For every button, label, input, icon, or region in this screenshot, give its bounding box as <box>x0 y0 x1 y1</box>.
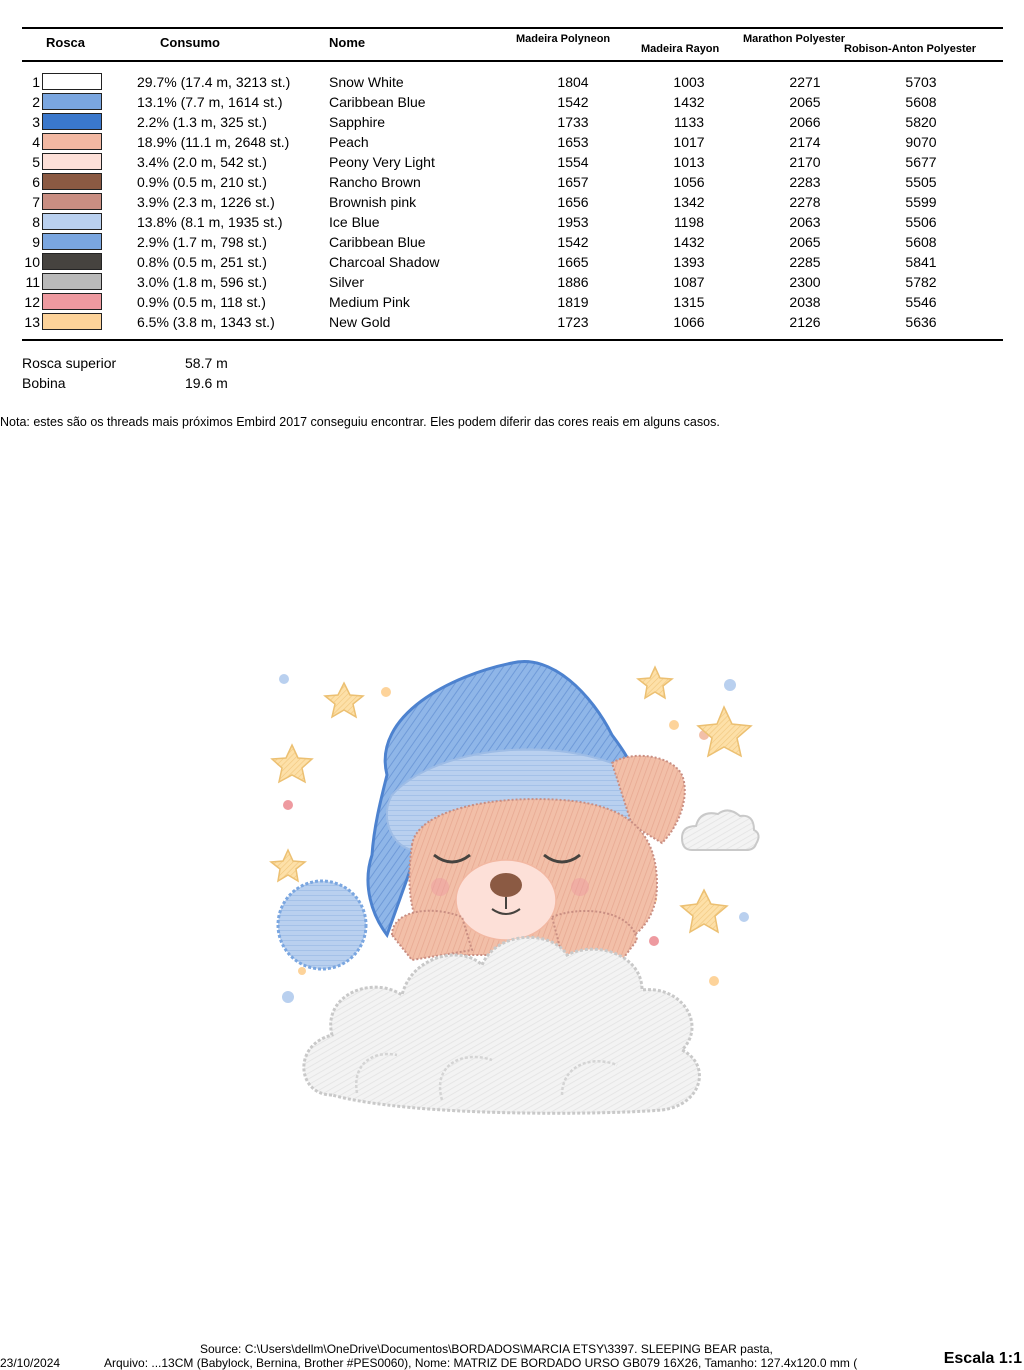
code-madeira-rayon: 1133 <box>673 114 705 130</box>
code-madeira-polyneon: 1542 <box>557 234 589 250</box>
thread-number: 12 <box>24 294 40 310</box>
footer-source: Source: C:\Users\dellm\OneDrive\Documentos\BORDADOS\MARCIA ETSY\3397. SLEEPING BEAR pasta, <box>200 1342 773 1356</box>
code-madeira-polyneon: 1653 <box>557 134 589 150</box>
table-row <box>0 192 1024 212</box>
thread-number: 6 <box>32 174 40 190</box>
code-madeira-rayon: 1017 <box>673 134 705 150</box>
table-row <box>0 232 1024 252</box>
color-swatch <box>42 273 102 290</box>
code-madeira-rayon: 1432 <box>673 94 705 110</box>
code-marathon: 2066 <box>789 114 821 130</box>
summary-top-label: Rosca superior <box>22 355 117 371</box>
code-marathon: 2283 <box>789 174 821 190</box>
thread-consumption: 13.1% (7.7 m, 1614 st.) <box>137 94 283 110</box>
table-top-rule <box>22 27 1003 29</box>
code-robison-anton: 9070 <box>905 134 937 150</box>
code-madeira-rayon: 1066 <box>673 314 705 330</box>
thread-name: Ice Blue <box>329 214 380 230</box>
summary-top-value: 58.7 m <box>185 355 228 371</box>
code-marathon: 2278 <box>789 194 821 210</box>
code-robison-anton: 5599 <box>905 194 937 210</box>
code-madeira-polyneon: 1723 <box>557 314 589 330</box>
thread-number: 4 <box>32 134 40 150</box>
thread-consumption: 29.7% (17.4 m, 3213 st.) <box>137 74 291 90</box>
header-marathon: Marathon Polyester <box>743 33 846 45</box>
code-madeira-rayon: 1432 <box>673 234 705 250</box>
thread-number: 10 <box>24 254 40 270</box>
table-row <box>0 92 1024 112</box>
code-madeira-rayon: 1013 <box>673 154 705 170</box>
table-row <box>0 292 1024 312</box>
thread-consumption: 2.9% (1.7 m, 798 st.) <box>137 234 267 250</box>
thread-number: 13 <box>24 314 40 330</box>
code-robison-anton: 5505 <box>905 174 937 190</box>
color-swatch <box>42 133 102 150</box>
code-madeira-rayon: 1315 <box>673 294 705 310</box>
scale-label: Escala 1:1 <box>943 1350 1022 1367</box>
code-madeira-polyneon: 1656 <box>557 194 589 210</box>
code-marathon: 2126 <box>789 314 821 330</box>
summary-bobbin-label: Bobina <box>22 375 66 391</box>
table-row <box>0 212 1024 232</box>
header-rosca: Rosca <box>46 35 86 50</box>
color-swatch <box>42 213 102 230</box>
code-robison-anton: 5782 <box>905 274 937 290</box>
thread-consumption: 0.8% (0.5 m, 251 st.) <box>137 254 267 270</box>
code-robison-anton: 5608 <box>905 94 937 110</box>
thread-consumption: 3.0% (1.8 m, 596 st.) <box>137 274 267 290</box>
color-swatch <box>42 93 102 110</box>
code-marathon: 2065 <box>789 234 821 250</box>
note-text: Nota: estes são os threads mais próximos Embird 2017 conseguiu encontrar. Eles podem diferir das cores reais em alguns casos. <box>0 415 720 429</box>
thread-number: 7 <box>32 194 40 210</box>
code-marathon: 2271 <box>789 74 821 90</box>
code-madeira-rayon: 1003 <box>673 74 705 90</box>
code-robison-anton: 5677 <box>905 154 937 170</box>
code-marathon: 2038 <box>789 294 821 310</box>
table-bottom-rule <box>22 339 1003 341</box>
code-madeira-polyneon: 1886 <box>557 274 589 290</box>
embroidery-preview-image <box>262 655 762 1125</box>
code-robison-anton: 5841 <box>905 254 937 270</box>
thread-number: 5 <box>32 154 40 170</box>
table-row <box>0 132 1024 152</box>
color-swatch <box>42 173 102 190</box>
code-madeira-polyneon: 1953 <box>557 214 589 230</box>
code-marathon: 2300 <box>789 274 821 290</box>
thread-number: 9 <box>32 234 40 250</box>
thread-name: Caribbean Blue <box>329 234 426 250</box>
header-consumo: Consumo <box>160 35 220 50</box>
table-row <box>0 252 1024 272</box>
thread-name: New Gold <box>329 314 391 330</box>
code-robison-anton: 5703 <box>905 74 937 90</box>
header-nome: Nome <box>329 35 366 50</box>
code-madeira-rayon: 1087 <box>673 274 705 290</box>
thread-number: 8 <box>32 214 40 230</box>
thread-consumption: 2.2% (1.3 m, 325 st.) <box>137 114 267 130</box>
table-row <box>0 72 1024 92</box>
thread-consumption: 0.9% (0.5 m, 210 st.) <box>137 174 267 190</box>
thread-name: Snow White <box>329 74 404 90</box>
table-row <box>0 152 1024 172</box>
thread-number: 3 <box>32 114 40 130</box>
code-marathon: 2285 <box>789 254 821 270</box>
code-robison-anton: 5608 <box>905 234 937 250</box>
code-robison-anton: 5820 <box>905 114 937 130</box>
code-marathon: 2063 <box>789 214 821 230</box>
code-madeira-polyneon: 1554 <box>557 154 589 170</box>
thread-consumption: 18.9% (11.1 m, 2648 st.) <box>137 134 290 150</box>
code-madeira-rayon: 1198 <box>673 214 705 230</box>
thread-name: Peony Very Light <box>329 154 435 170</box>
code-robison-anton: 5636 <box>905 314 937 330</box>
code-madeira-rayon: 1393 <box>673 254 705 270</box>
code-madeira-rayon: 1342 <box>673 194 705 210</box>
code-madeira-polyneon: 1804 <box>557 74 589 90</box>
thread-consumption: 0.9% (0.5 m, 118 st.) <box>137 294 266 310</box>
color-swatch <box>42 193 102 210</box>
code-robison-anton: 5506 <box>905 214 937 230</box>
color-swatch <box>42 233 102 250</box>
code-madeira-polyneon: 1733 <box>557 114 589 130</box>
code-madeira-rayon: 1056 <box>673 174 705 190</box>
code-madeira-polyneon: 1819 <box>557 294 589 310</box>
thread-number: 2 <box>32 94 40 110</box>
thread-number: 1 <box>32 74 40 90</box>
header-robison: Robison-Anton Polyester <box>844 43 977 55</box>
code-madeira-polyneon: 1665 <box>557 254 589 270</box>
footer-file: Arquivo: ...13CM (Babylock, Bernina, Brother #PES0060), Nome: MATRIZ DE BORDADO URSO GB079 16X26, Tamanho: 127.4x120.0 mm ( <box>104 1356 858 1370</box>
thread-name: Silver <box>329 274 365 290</box>
code-madeira-polyneon: 1542 <box>557 94 589 110</box>
thread-consumption: 3.9% (2.3 m, 1226 st.) <box>137 194 275 210</box>
color-swatch <box>42 253 102 270</box>
color-swatch <box>42 73 102 90</box>
header-madeira-rayon: Madeira Rayon <box>641 43 720 55</box>
thread-name: Charcoal Shadow <box>329 254 440 270</box>
table-row <box>0 312 1024 332</box>
thread-consumption: 13.8% (8.1 m, 1935 st.) <box>137 214 283 230</box>
thread-consumption: 3.4% (2.0 m, 542 st.) <box>137 154 267 170</box>
table-row <box>0 172 1024 192</box>
color-swatch <box>42 293 102 310</box>
table-row <box>0 112 1024 132</box>
thread-name: Caribbean Blue <box>329 94 426 110</box>
thread-name: Sapphire <box>329 114 386 130</box>
code-marathon: 2065 <box>789 94 821 110</box>
code-robison-anton: 5546 <box>905 294 937 310</box>
thread-name: Medium Pink <box>329 294 410 310</box>
header-madeira-polyneon: Madeira Polyneon <box>516 33 611 45</box>
header-bottom-rule <box>22 60 1003 62</box>
footer-date: 23/10/2024 <box>0 1356 61 1370</box>
color-swatch <box>42 313 102 330</box>
thread-name: Brownish pink <box>329 194 417 210</box>
code-marathon: 2170 <box>789 154 821 170</box>
thread-name: Rancho Brown <box>329 174 421 190</box>
code-madeira-polyneon: 1657 <box>557 174 589 190</box>
thread-number: 11 <box>25 274 40 290</box>
summary-bobbin-value: 19.6 m <box>185 375 228 391</box>
color-swatch <box>42 113 102 130</box>
thread-name: Peach <box>329 134 369 150</box>
table-row <box>0 272 1024 292</box>
code-marathon: 2174 <box>789 134 821 150</box>
thread-consumption: 6.5% (3.8 m, 1343 st.) <box>137 314 275 330</box>
color-swatch <box>42 153 102 170</box>
